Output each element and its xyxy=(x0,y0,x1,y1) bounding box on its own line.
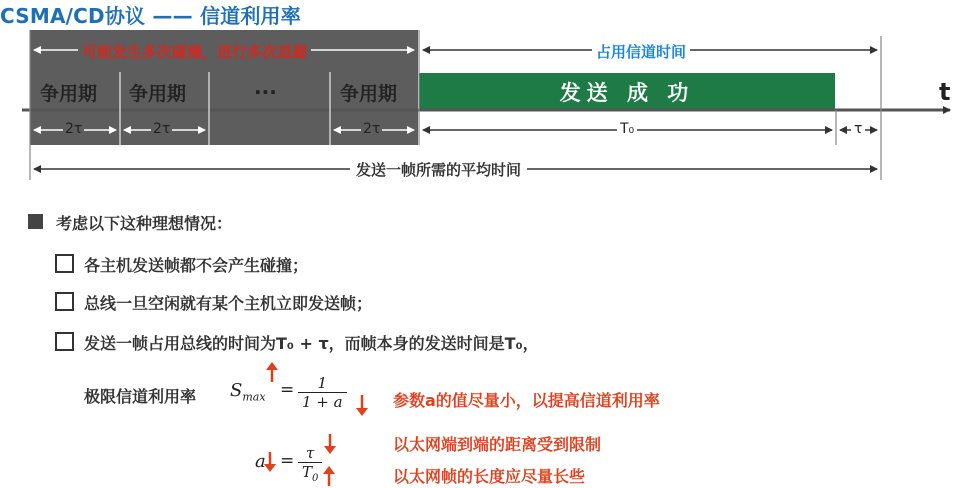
interval-label-1: 2τ xyxy=(65,121,83,137)
equals-sign-2: = xyxy=(280,451,295,471)
formula-label: 极限信道利用率 xyxy=(84,387,197,406)
smax-denominator: 1 + a xyxy=(298,392,347,411)
smax-subscript: max xyxy=(242,390,266,404)
a-fraction xyxy=(298,444,322,488)
section-heading: 考虑以下这种理想情况： xyxy=(56,214,233,233)
a-symbol: a xyxy=(255,451,266,472)
page-title: CSMA/CD协议 —— 信道利用率 xyxy=(0,4,301,28)
send-success-label: 发送 成 功 xyxy=(559,80,695,105)
note-2: 以太网端到端的距离受到限制 xyxy=(393,435,602,454)
ellipsis: ··· xyxy=(254,80,277,104)
occupy-label: 占用信道时间 xyxy=(592,41,690,62)
interval-label-tau: τ xyxy=(851,121,865,137)
checkbox-icon xyxy=(55,332,74,351)
contention-period-1: 争用期 xyxy=(40,83,98,105)
condition-item-2: 总线一旦空闲就有某个主机立即发送帧； xyxy=(84,294,373,313)
a-denominator-wrap xyxy=(298,462,322,488)
interval-label-2: 2τ xyxy=(153,121,171,137)
avg-time-label: 发送一帧所需的平均时间 xyxy=(350,159,527,180)
bullet-square-icon xyxy=(28,214,43,229)
smax-formula xyxy=(230,380,266,404)
note-3: 以太网帧的长度应尽量长些 xyxy=(393,467,586,486)
smax-symbol: S xyxy=(230,380,243,401)
condition-item-3: 发送一帧占用总线的时间为T₀ + τ，而帧本身的发送时间是T₀， xyxy=(84,334,539,353)
interval-label-t0: T₀ xyxy=(617,121,637,137)
interval-label-3: 2τ xyxy=(363,121,381,137)
checkbox-icon xyxy=(55,254,74,273)
smax-fraction xyxy=(298,374,347,411)
equals-sign-1: = xyxy=(280,380,295,400)
a-denominator: T xyxy=(302,463,313,481)
a-numerator: τ xyxy=(306,444,315,462)
collision-label: 可能发生多次碰撞，进行多次退避 xyxy=(78,41,311,62)
checkbox-icon xyxy=(55,292,74,311)
note-1: 参数a的值尽量小，以提高信道利用率 xyxy=(393,391,660,410)
contention-period-2: 争用期 xyxy=(129,83,187,105)
a-denominator-sub: 0 xyxy=(312,473,319,484)
smax-numerator: 1 xyxy=(317,374,328,392)
axis-label-t: t xyxy=(939,78,951,106)
condition-item-1: 各主机发送帧都不会产生碰撞； xyxy=(84,256,309,275)
contention-period-n: 争用期 xyxy=(340,83,398,105)
